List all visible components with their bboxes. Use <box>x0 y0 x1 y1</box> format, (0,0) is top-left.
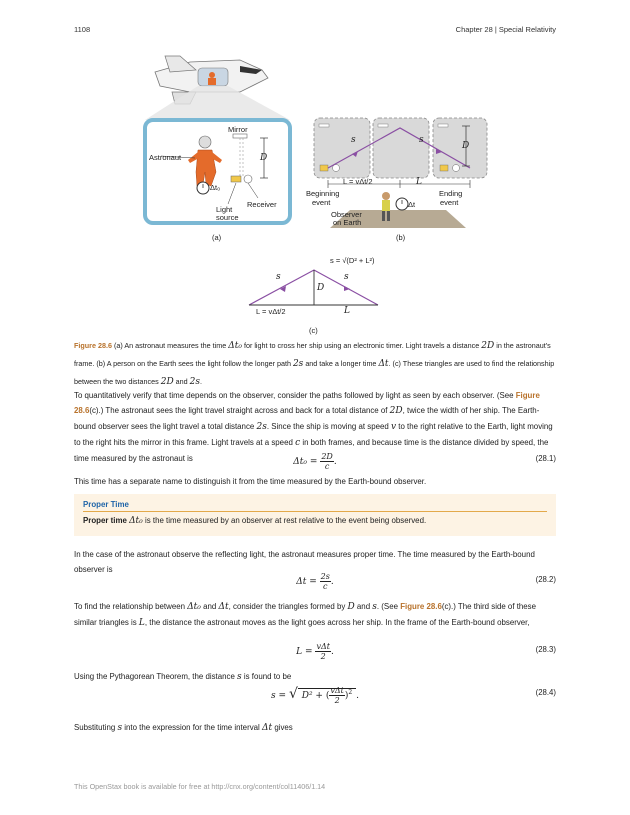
label-ending-2: event <box>440 198 459 207</box>
paragraph-5: Using the Pythagorean Theorem, the distance s is found to be <box>74 672 292 682</box>
label-l-formula-c: L = vΔt/2 <box>256 307 286 316</box>
label-ending-1: Ending <box>439 189 463 198</box>
label-observer-1: Observer <box>331 210 362 219</box>
caption-figure-ref[interactable]: Figure 28.6 <box>74 341 112 350</box>
figure-link-2[interactable]: Figure 28.6 <box>400 602 442 611</box>
label-mirror: Mirror <box>228 125 248 134</box>
proper-time-box: Proper Time Proper time Δt₀ is the time measured by an observer at rest relative to the event being observed. <box>74 494 556 536</box>
label-s-right-b: s <box>419 135 424 145</box>
label-beginning-2: event <box>312 198 331 207</box>
paragraph-6: Substituting s into the expression for the time interval Δt gives <box>74 723 293 733</box>
panel-label-c: (c) <box>309 326 318 335</box>
label-observer-2: on Earth <box>333 218 362 227</box>
label-l-b: L <box>416 177 422 187</box>
panel-c-triangle <box>249 270 378 305</box>
equation-28-1: Δt₀ = $\frac{2D}{c}$ . (28.1) <box>293 452 556 471</box>
figure-28-6 <box>0 0 630 340</box>
label-s-right-c: s <box>344 272 349 282</box>
label-l-vdt: L = vΔt/2 <box>343 177 373 186</box>
chapter-title: Chapter 28 | Special Relativity <box>455 25 556 34</box>
label-s-left-c: s <box>276 272 281 282</box>
label-d-a: D <box>260 153 268 163</box>
panel-label-b: (b) <box>396 233 406 242</box>
paragraph-2: This time has a separate name to distinguish it from the time measured by the Earth-bound observer. <box>74 477 427 486</box>
equation-28-2: Δt = $\frac{2s}{c}$ . (28.2) <box>296 572 556 591</box>
figure-link[interactable]: Figure 28.6 <box>74 391 540 415</box>
box-term: Proper time <box>83 516 127 525</box>
box-title: Proper Time <box>83 500 129 509</box>
mirror <box>233 134 247 138</box>
label-s-left-b: s <box>351 135 356 145</box>
label-light-source-2: source <box>216 213 239 222</box>
paragraph-1: To quantitatively verify that time depends on the observer, consider the paths followed by light as seen by each observer. (See Figure 28.6(c).) The astronaut sees the light travel straight across and back for a total distance of 2D, twice the width of her ship. The Earth-bound observer sees the light travel a total distance 2s. Since the ship is moving at speed v to the right relative to the Earth, light moving to the right hits the mirror in this frame. Light travels at a speed c in both frames, and because time is the distance divided by speed, the time measured by the astronaut is <box>74 391 553 463</box>
label-s-formula: s = √(D² + L²) <box>330 256 375 265</box>
panel-label-a: (a) <box>212 233 222 242</box>
page-number: 1108 <box>74 25 91 34</box>
footer: This OpenStax book is available for free at http://cnx.org/content/col11406/1.14 <box>74 782 326 791</box>
label-dt-b: Δt <box>408 200 416 209</box>
equation-28-3: L = $\frac{\text{vΔt}}{2}$ . (28.3) <box>296 642 556 661</box>
equation-28-4: s = √ D² + ( $\frac{\text{vΔt}}{2}$ )$^2$ . (28.4) <box>271 686 556 705</box>
label-light-source-1: Light <box>216 205 233 214</box>
label-astronaut: Astronaut <box>149 153 182 162</box>
label-receiver: Receiver <box>247 200 277 209</box>
label-d-b: D <box>462 141 470 151</box>
paragraph-3: In the case of the astronaut observe the reflecting light, the astronaut measures proper time. The time measured by the Earth-bound observer is <box>74 550 535 574</box>
label-beginning-1: Beginning <box>306 189 340 198</box>
label-dt0-a: Δt₀ <box>210 183 221 192</box>
label-d-c: D <box>317 283 325 293</box>
label-l-c: L <box>344 306 350 316</box>
paragraph-4: To find the relationship between Δt₀ and Δt, consider the triangles formed by D and s. (See Figure 28.6(c).) The third side of these similar triangles is L, the distance the astronaut moves as the light goes across her ship. In the frame of the Earth-bound observer, <box>74 602 537 628</box>
figure-caption: Figure 28.6 (a) An astronaut measures the time Δt₀ for light to cross her ship using an electronic timer. Light travels a distance 2D in the astronaut's frame. (b) A person on the Earth sees the light follow the longer path 2s and take a longer time Δt. (c) These triangles are used to find the relationship between the two distances 2D and 2s. <box>74 341 555 387</box>
